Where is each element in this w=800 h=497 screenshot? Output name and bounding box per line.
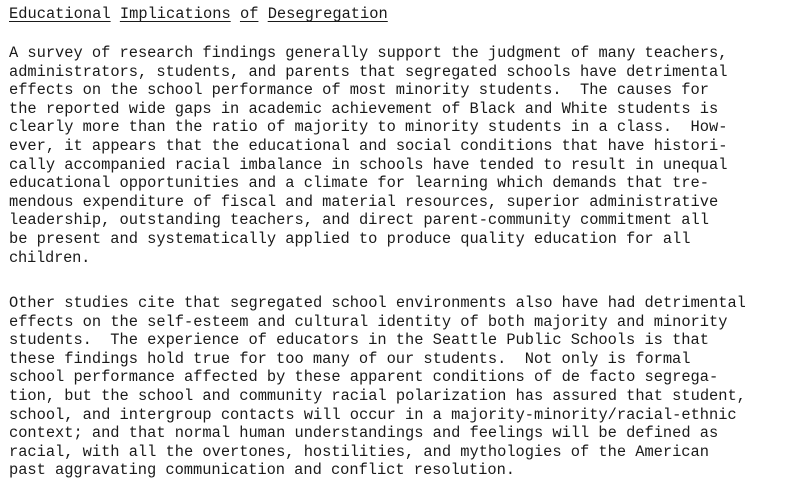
title-word: of — [239, 5, 259, 23]
text-line: past aggravating communication and conflict resolution. — [9, 461, 515, 480]
text-line: ever, it appears that the educational and social conditions that have histori- — [9, 136, 728, 155]
document-title — [9, 5, 388, 24]
text-line: leadership, outstanding teachers, and direct parent-community commitment all — [9, 211, 709, 230]
title-word: Desegregation — [267, 5, 388, 23]
text-line: students. The experience of educators in the Seattle Public Schools is that — [9, 331, 709, 350]
text-line: school, and intergroup contacts will occur in a majority-minority/racial-ethnic — [9, 405, 737, 424]
text-line: be present and systematically applied to produce quality education for all — [9, 229, 691, 248]
text-line: educational opportunities and a climate for learning which demands that tre- — [9, 174, 709, 193]
text-line: mendous expenditure of fiscal and material resources, superior administrative — [9, 192, 719, 211]
text-line: effects on the school performance of most minority students. The causes for — [9, 81, 709, 100]
text-line: cally accompanied racial imbalance in schools have tended to result in unequal — [9, 155, 728, 174]
text-line: tion, but the school and community racial polarization has assured that student, — [9, 386, 746, 405]
text-line: Other studies cite that segregated school environments also have had detrimental — [9, 294, 746, 312]
text-line: racial, with all the overtones, hostilities, and mythologies of the American — [9, 442, 709, 461]
text-line: effects on the self-esteem and cultural identity of both majority and minority — [9, 312, 728, 331]
text-line: clearly more than the ratio of majority to minority students in a class. How- — [9, 118, 728, 137]
paragraph-2 — [9, 294, 799, 480]
text-line: context; and that normal human understandings and feelings will be defined as — [9, 424, 719, 443]
text-line: administrators, students, and parents that segregated schools have detrimental — [9, 62, 728, 81]
text-line: A survey of research findings generally support the judgment of many teachers, — [9, 44, 728, 62]
text-line: these findings hold true for too many of our students. Not only is formal — [9, 349, 691, 368]
paragraph-1 — [9, 44, 799, 267]
title-word: Implications — [119, 5, 231, 23]
title-word: Educational — [9, 5, 111, 23]
text-line: the reported wide gaps in academic achievement of Black and White students is — [9, 99, 719, 118]
text-line: school performance affected by these apparent conditions of de facto segrega- — [9, 368, 719, 387]
text-line: children. — [9, 248, 91, 267]
